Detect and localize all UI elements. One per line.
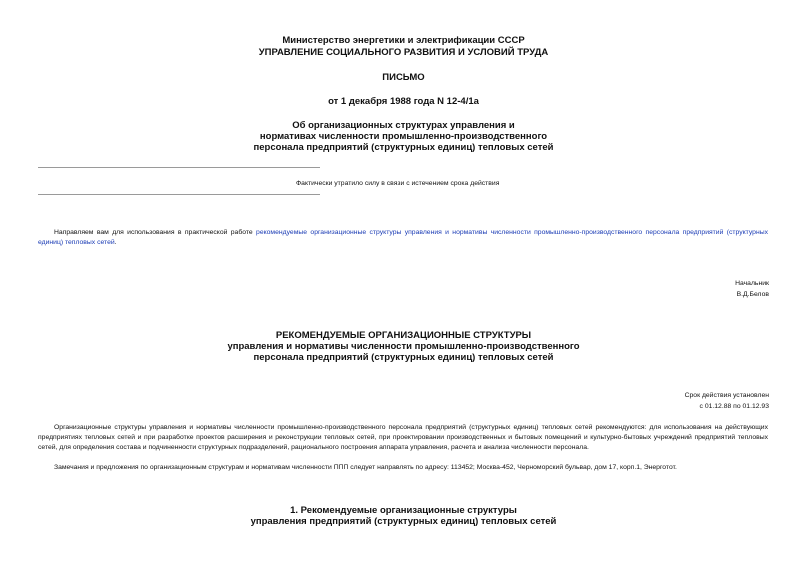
status-note: Фактически утратило силу в связи с истечением срока действия xyxy=(296,180,500,187)
signature-name: В.Д.Белов xyxy=(736,291,769,298)
scope-paragraph: Организационные структуры управления и нормативы численности промышленно-производственного персонала предприятий (структурных единиц) тепловых сетей рекомендуются: для использования на действующих предприятиях тепловых сетей и при разработке проектов расширения и реконструкции тепловых сетей, при проектировании производственных и бытовых помещений и культурно-бытовых учреждений предприятий тепловых сетей, для определения состава и подчиненности структурных подразделений, рационального построения аппарата управления, расчета и анализа численности персонала. xyxy=(38,424,768,451)
section-1-title-line-2: управления предприятий (структурных единиц) тепловых сетей xyxy=(250,516,557,527)
document-date-number: от 1 декабря 1988 года N 12-4/1а xyxy=(328,96,479,107)
recommended-structures-link[interactable]: рекомендуемые организационные структуры управления и нормативы численности промышленно-производственного персонала предприятий (структурных единиц) тепловых сетей xyxy=(38,229,768,246)
recommended-title-line-1: РЕКОМЕНДУЕМЫЕ ОРГАНИЗАЦИОННЫЕ СТРУКТУРЫ xyxy=(275,330,532,341)
letter-body-prefix: Направляем вам для использования в практической работе xyxy=(54,229,257,236)
feedback-paragraph: Замечания и предложения по организационным структурам и нормативам численности ППП следует направлять по адресу: 113452; Москва-452, Черноморский бульвар, дом 17, корп.1, Энерготот. xyxy=(54,464,677,471)
validity-label: Срок действия установлен xyxy=(684,392,769,399)
section-1-title-line-1: 1. Рекомендуемые организационные структуры xyxy=(290,505,517,516)
letter-body-suffix: . xyxy=(114,239,117,246)
subject-line-3: персонала предприятий (структурных единиц) тепловых сетей xyxy=(253,142,554,153)
subject-line-1: Об организационных структурах управления и xyxy=(292,120,515,131)
divider-bottom xyxy=(38,194,320,195)
document-type: ПИСЬМО xyxy=(382,72,425,83)
recommended-title-line-3: персонала предприятий (структурных единиц) тепловых сетей xyxy=(253,352,554,363)
letter-body xyxy=(38,228,768,248)
ministry-name: Министерство энергетики и электрификации СССР xyxy=(282,35,525,46)
divider-top xyxy=(38,167,320,168)
subject-line-2: нормативах численности промышленно-производственного xyxy=(259,131,548,142)
validity-dates: с 01.12.88 по 01.12.93 xyxy=(699,403,769,410)
department-name: УПРАВЛЕНИЕ СОЦИАЛЬНОГО РАЗВИТИЯ И УСЛОВИЙ ТРУДА xyxy=(258,47,549,58)
signature-title: Начальник xyxy=(735,280,769,287)
recommended-title-line-2: управления и нормативы численности промышленно-производственного xyxy=(227,341,580,352)
